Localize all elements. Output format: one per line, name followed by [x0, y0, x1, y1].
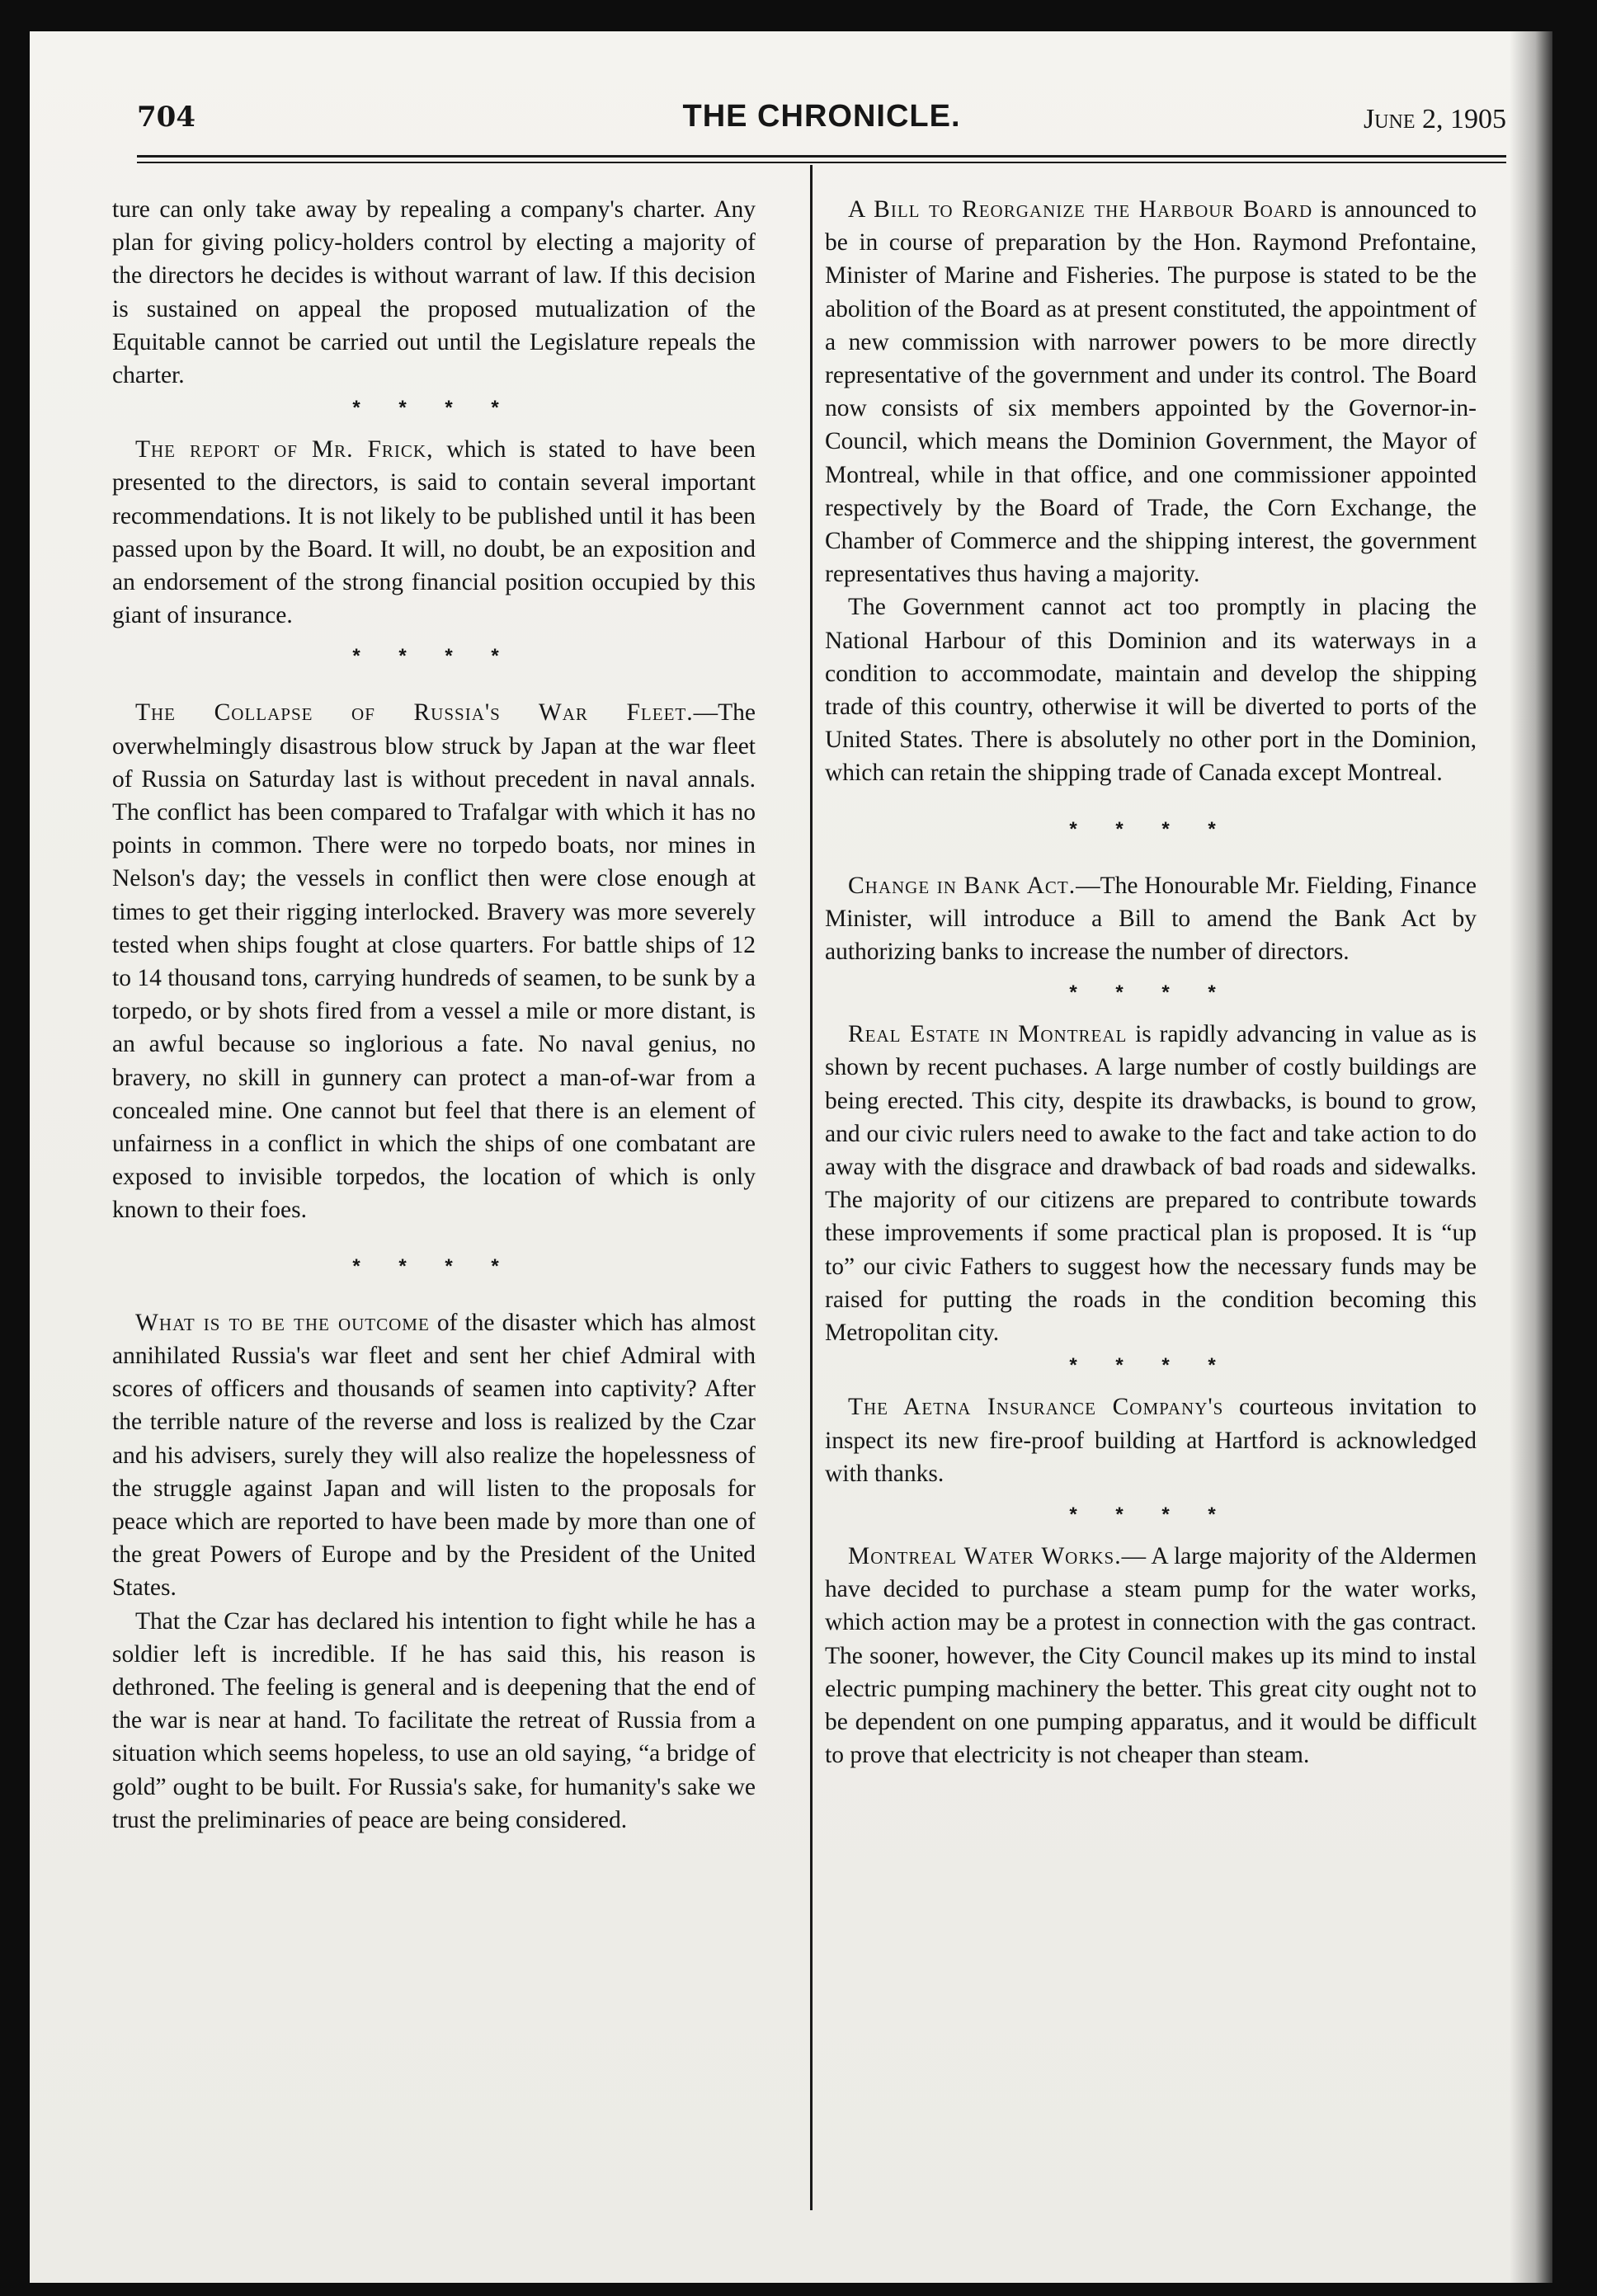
section-separator: * * * * [1069, 981, 1232, 1004]
article-lead: The report of Mr. Frick, [135, 436, 434, 463]
page-number: 704 [137, 101, 196, 134]
section-separator: * * * * [1069, 817, 1232, 840]
paragraph-text: —The Honourable Mr. Fielding, Finance Minister, will introduce a Bill to amend the Bank Act by authorizing banks to increase the number of directors. [825, 872, 1477, 966]
paragraph-text: courteous invitation to inspect its new fire-proof building at Hartford is acknowledged with thanks. [825, 1394, 1477, 1487]
right-column [825, 193, 1477, 1771]
newspaper-page [30, 31, 1552, 2283]
paragraph-text: ture can only take away by repealing a company's charter. Any plan for giving policy-holders control by electing a majority of the directors he decides is without warrant of law. If this decision is sustained on appeal the proposed mutualization of the Equitable cannot be carried out until the Legislature repeals the charter. [112, 196, 756, 389]
article-equitable-continued [112, 193, 756, 392]
paragraph-text: of the disaster which has almost annihilated Russia's war fleet and sent her chief Admiral with scores of officers and thousands of seamen into captivity? After the terrible nature of the reverse and loss is realized by the Czar and his advisers, surely they will also realize the hopelessness of the struggle against Japan and will listen to the proposals for peace which are reported to have been made by more than one of the great Powers of Europe and by the President of the United States. [112, 1309, 756, 1602]
section-separator: * * * * [352, 645, 516, 668]
article-outcome-of-disaster [112, 1306, 756, 1605]
article-real-estate-montreal [825, 1018, 1477, 1349]
left-column [112, 193, 756, 1837]
article-lead: Real Estate in Montreal [848, 1021, 1128, 1048]
paragraph-text: which is stated to have been presented to the directors, is said to contain several important recommendations. It is not likely to be published until it has been passed upon by the Board. It will, no doubt, be an exposition and an endorsement of the strong financial position occupied by this giant of insurance. [112, 436, 756, 629]
article-frick-report [112, 433, 756, 632]
section-separator: * * * * [1069, 1503, 1232, 1526]
paragraph-text: is rapidly advancing in value as is shown by recent puchases. A large number of costly buildings are being erected. This city, despite its drawbacks, is bound to grow, and our civic rulers need to awake to the fact and take action to do away with the disgrace and drawback of bad roads and sidewalks. The majority of our citizens are prepared to contribute towards these improvements if some practical plan is proposed. It is “up to” our civic Fathers to suggest how the necessary funds may be raised for putting the roads in the condition becoming this Metropolitan city. [825, 1021, 1477, 1347]
issue-date: June 2, 1905 [1363, 104, 1506, 134]
article-lead: What is to be the outcome [135, 1309, 430, 1336]
journal-title: THE CHRONICLE. [682, 99, 961, 134]
article-lead: Montreal Water Works. [848, 1542, 1122, 1569]
page-header [137, 94, 1506, 144]
article-harbour-board-bill [825, 193, 1477, 590]
article-lead: Change in Bank Act. [848, 872, 1076, 899]
paragraph-text: is announced to be in course of preparation by the Hon. Raymond Prefontaine, Minister of Marine and Fisheries. The purpose is stated to be the abolition of the Board as at present constituted, the appointment of a new commission with narrower powers to be more directly representative of the government and under its control. The Board now consists of six members appointed by the Governor-in-Council, which means the Dominion Government, the Mayor of Montreal, while in that office, and one commissioner appointed respectively by the Board of Trade, the Corn Exchange, the Chamber of Commerce and the shipping interest, the government representatives thus having a majority. [825, 196, 1477, 588]
paragraph-text: That the Czar has declared his intention to fight while he has a soldier left is incredible. If he has said this, his reason is dethroned. The feeling is general and is deepening that the end of the war is near at hand. To facilitate the retreat of Russia from a situation which seems hopeless, to use an old saying, “a bridge of gold” ought to be built. For Russia's sake, for humanity's sake we trust the preliminaries of peace are being considered. [112, 1607, 756, 1833]
column-divider [810, 165, 813, 2210]
section-separator: * * * * [1069, 1354, 1232, 1377]
article-lead: The Collapse of Russia's War Fleet. [135, 699, 694, 727]
paragraph-text: —The overwhelmingly disastrous blow struck by Japan at the war fleet of Russia on Saturday last is without precedent in naval annals. The conflict has been compared to Trafalgar with which it has no points in common. There were no torpedo boats, nor mines in Nelson's day; the vessels in conflict then were close enough at times to get their rigging interlocked. Bravery was more severely tested when ships fought at close quarters. For battle ships of 12 to 14 thousand tons, carrying hundreds of seamen, to be sunk by a torpedo, or by shots fired from a vessel a mile or more distant, is an awful because so inglorious a fate. No naval genius, no bravery, no skill in gunnery can protect a man-of-war from a concealed mine. One cannot but feel that there is an element of unfairness in a conflict in which the ships of one combatant are exposed to invisible torpedos, the location of which is only known to their foes. [112, 699, 756, 1224]
article-national-harbour [825, 590, 1477, 789]
article-russia-war-fleet [112, 696, 756, 1226]
article-lead: A Bill to Reorganize the Harbour Board [848, 196, 1313, 223]
header-rule [137, 155, 1506, 163]
article-bank-act [825, 869, 1477, 969]
article-czar-intention [112, 1605, 756, 1837]
scan-shadow-edge [1510, 31, 1552, 2283]
article-lead: The Aetna Insurance Company's [848, 1394, 1224, 1421]
article-water-works [825, 1540, 1477, 1771]
article-aetna-insurance [825, 1390, 1477, 1490]
section-separator: * * * * [352, 397, 516, 420]
paragraph-text: — A large majority of the Aldermen have decided to purchase a steam pump for the water works, which action may be a protest in connection with the gas contract. The sooner, however, the City Council makes up its mind to instal electric pumping machinery the better. This great city ought not to be dependent on one pumping apparatus, and it would be difficult to prove that electricity is not cheaper than steam. [825, 1542, 1477, 1769]
paragraph-text: The Government cannot act too promptly in placing the National Harbour of this Dominion and its waterways in a condition to accommodate, maintain and develop the shipping trade of this country, otherwise it will be diverted to ports of the United States. There is absolutely no other port in the Dominion, which can retain the shipping trade of Canada except Montreal. [825, 594, 1477, 787]
section-separator: * * * * [352, 1254, 516, 1277]
